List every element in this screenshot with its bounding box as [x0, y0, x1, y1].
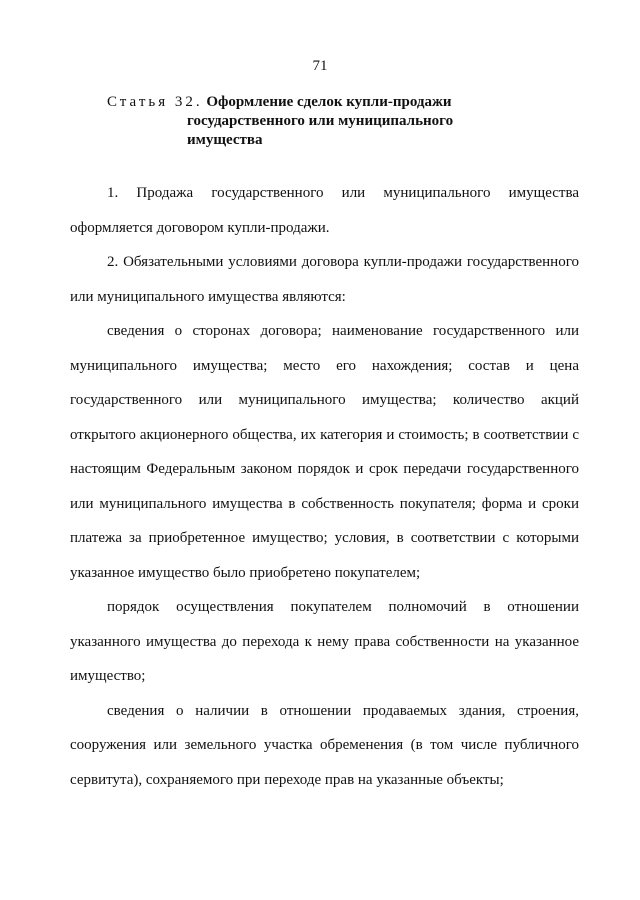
paragraph-line: указанного имущества до перехода к нему права собственности на указанное: [70, 633, 579, 650]
article-heading: [107, 93, 527, 150]
paragraph-line: оформляется договором купли-продажи.: [70, 219, 330, 236]
paragraph-3: [70, 314, 579, 590]
article-title-line-3: имущества: [187, 132, 263, 148]
paragraph-1: [70, 176, 579, 245]
paragraph-line: или муниципального имущества в собственность покупателя; форма и сроки: [70, 495, 579, 512]
paragraph-line: указанное имущество было приобретено покупателем;: [70, 564, 421, 581]
paragraph-5: [70, 694, 579, 798]
paragraph-line: или муниципального имущества являются:: [70, 288, 346, 305]
article-body: [70, 176, 579, 797]
paragraph-line: сооружения или земельного участка обременения (в том числе публичного: [70, 737, 579, 753]
page-number: 71: [312, 58, 328, 74]
paragraph-line: сервитута), сохраняемого при переходе прав на указанные объекты;: [70, 771, 504, 788]
article-title-line-1: Оформление сделок купли-продажи: [206, 94, 452, 110]
paragraph-line: порядок осуществления покупателем полномочий в отношении: [107, 599, 579, 615]
paragraph-line: платежа за приобретенное имущество; условия, в соответствии с которыми: [70, 530, 579, 546]
paragraph-line: имущество;: [70, 668, 146, 684]
paragraph-line: муниципального имущества; место его нахождения; состав и цена: [70, 357, 579, 374]
paragraph-line: 2. Обязательными условиями договора купли-продажи государственного: [107, 254, 579, 270]
paragraph-line: государственного или муниципального имущества; количество акций: [70, 392, 579, 408]
article-title-line-2: государственного или муниципального: [187, 113, 454, 129]
paragraph-line: сведения о наличии в отношении продаваемых здания, строения,: [107, 702, 579, 719]
paragraph-line: сведения о сторонах договора; наименование государственного или: [107, 323, 579, 339]
article-label: Статья 32.: [107, 94, 203, 110]
paragraph-2: [70, 245, 579, 314]
paragraph-line: 1. Продажа государственного или муниципального имущества: [107, 185, 579, 201]
paragraph-4: [70, 590, 579, 694]
paragraph-line: настоящим Федеральным законом порядок и срок передачи государственного: [70, 461, 579, 477]
paragraph-line: открытого акционерного общества, их категория и стоимость; в соответствии с: [70, 426, 579, 443]
